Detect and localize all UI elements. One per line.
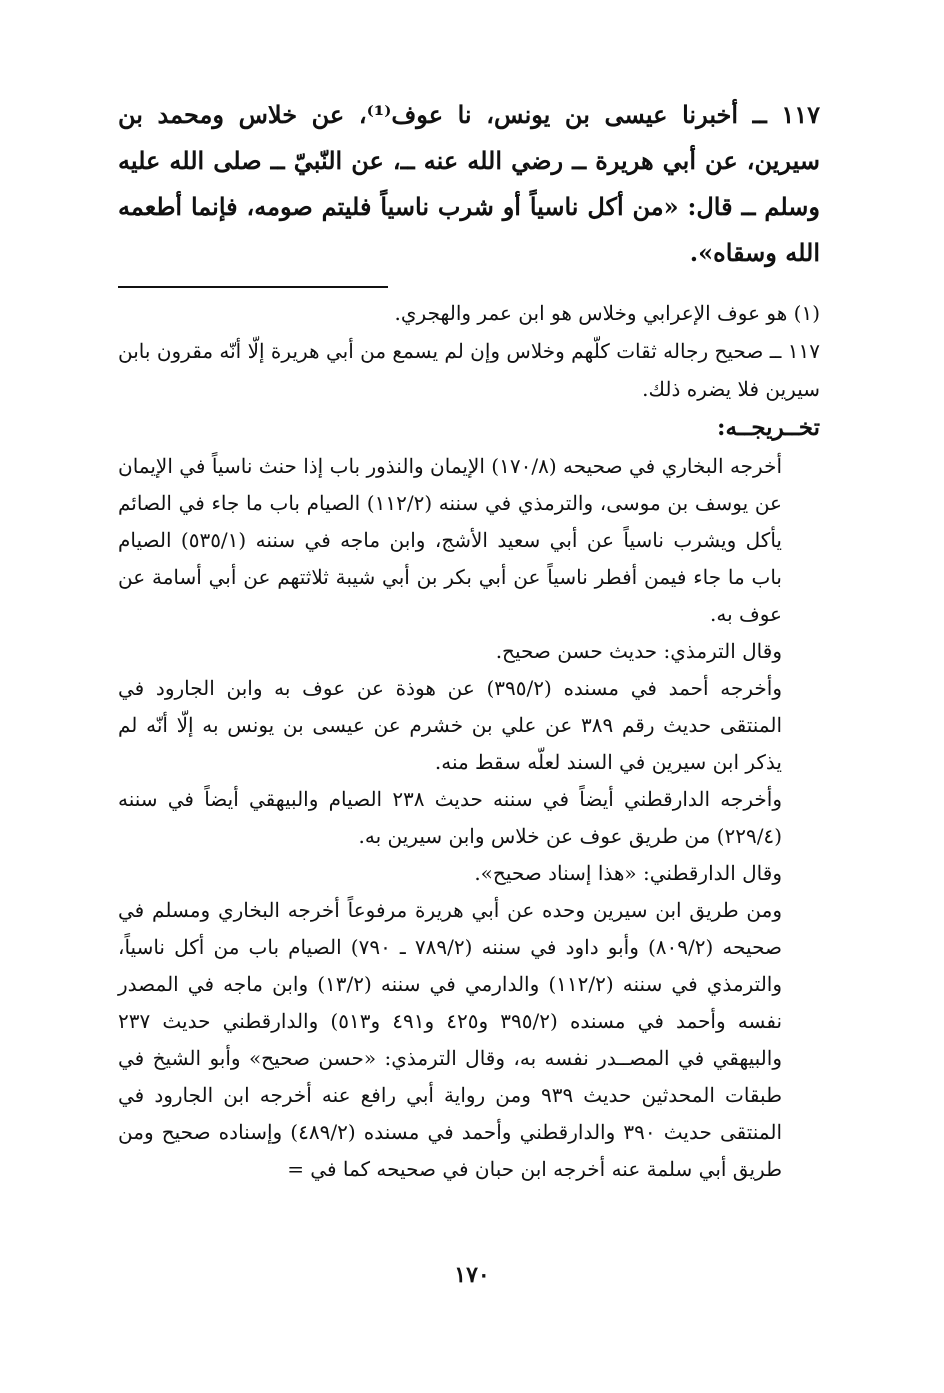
takhrij-paragraph: ومن طريق ابن سيرين وحده عن أبي هريرة مرفوعاً أخرجه البخاري ومسلم في صحيحه (٨٠٩/٢) وأبو داود في سننه (٧٨٩/٢ ـ ٧٩٠) الصيام باب من أكل ناسياً، والترمذي في سننه (١١٢/٢) والدارمي في سننه (١٣/٢) وابن ماجه في المصدر نفسه وأحمد في مسنده (٣٩٥/٢ و٤٢٥ و٤٩١ و٥١٣) والدارقطني حديث ٢٣٧ والبيهقي في المصــدر نفسه به، وقال الترمذي: «حسن صحيح» وأبو الشيخ في طبقات المحدثين حديث ٩٣٩ ومن رواية أبي رافع عنه أخرجه ابن الجارود في المنتقى حديث ٣٩٠ والدارقطني وأحمد في مسنده (٤٨٩/٢) وإسناده صحيح ومن طريق أبي سلمة عنه أخرجه ابن حبان في صحيحه كما في = bbox=[118, 898, 783, 1181]
takhrij-paragraph: وأخرجه الدارقطني أيضاً في سننه حديث ٢٣٨ الصيام والبيهقي أيضاً في سننه (٢٢٩/٤) من طريق عوف عن خلاس وابن سيرين به. bbox=[118, 787, 782, 848]
footnote-separator bbox=[118, 286, 388, 288]
footnotes-block bbox=[118, 294, 820, 408]
footnote-1-text: هو عوف الإعرابي وخلاس هو ابن عمر والهجري. bbox=[394, 301, 788, 325]
footnote-1 bbox=[118, 294, 820, 332]
main-hadith-block bbox=[118, 92, 820, 276]
page-content bbox=[118, 92, 820, 1188]
takhrij-paragraph: وقال الدارقطني: «هذا إسناد صحيح». bbox=[474, 861, 782, 885]
takhrij-heading: تخــريجــه: bbox=[717, 414, 820, 441]
footnote-117-number: ١١٧ ــ bbox=[769, 339, 821, 363]
takhrij-body bbox=[118, 448, 782, 1188]
footnote-117-text: صحيح رجاله ثقات كلّهم وخلاس وإن لم يسمع من أبي هريرة إلّا أنّه مقرون بابن سيرين فلا يضره ذلك. bbox=[118, 339, 820, 401]
main-hadith-text: ١١٧ ــ أخبرنا عيسى بن يونس، نا عوف⁽¹⁾، عن خلاس ومحمد بن سيرين، عن أبي هريرة ــ رضي الله عنه ــ، عن النّبيّ ــ صلى الله عليه وسلم ــ قال: «من أكل ناسياً أو شرب ناسياً فليتم صومه، فإنما أطعمه الله وسقاه». bbox=[118, 100, 821, 267]
takhrij-paragraph: وقال الترمذي: حديث حسن صحيح. bbox=[495, 639, 782, 663]
takhrij-paragraph: أخرجه البخاري في صحيحه (١٧٠/٨) الإيمان والنذور باب إذا حنث ناسياً في الإيمان عن يوسف بن موسى، والترمذي في سننه (١١٢/٢) الصيام باب ما جاء في الصائم يأكل ويشرب ناسياً عن أبي سعيد الأشج، وابن ماجه في سننه (٥٣٥/١) الصيام باب ما جاء فيمن أفطر ناسياً عن أبي بكر بن أبي شيبة ثلاثتهم عن أبي أسامة عن عوف به. bbox=[118, 454, 782, 626]
takhrij-paragraph: وأخرجه أحمد في مسنده (٣٩٥/٢) عن هوذة عن عوف به وابن الجارود في المنتقى حديث رقم ٣٨٩ عن علي بن خشرم عن عيسى بن يونس به إلّا أنّه لم يذكر ابن سيرين في السند لعلّه سقط منه. bbox=[118, 676, 782, 774]
footnote-1-number: (١) bbox=[793, 301, 820, 325]
page-number: ١٧٠ bbox=[454, 1262, 490, 1288]
footnote-117 bbox=[118, 332, 820, 408]
